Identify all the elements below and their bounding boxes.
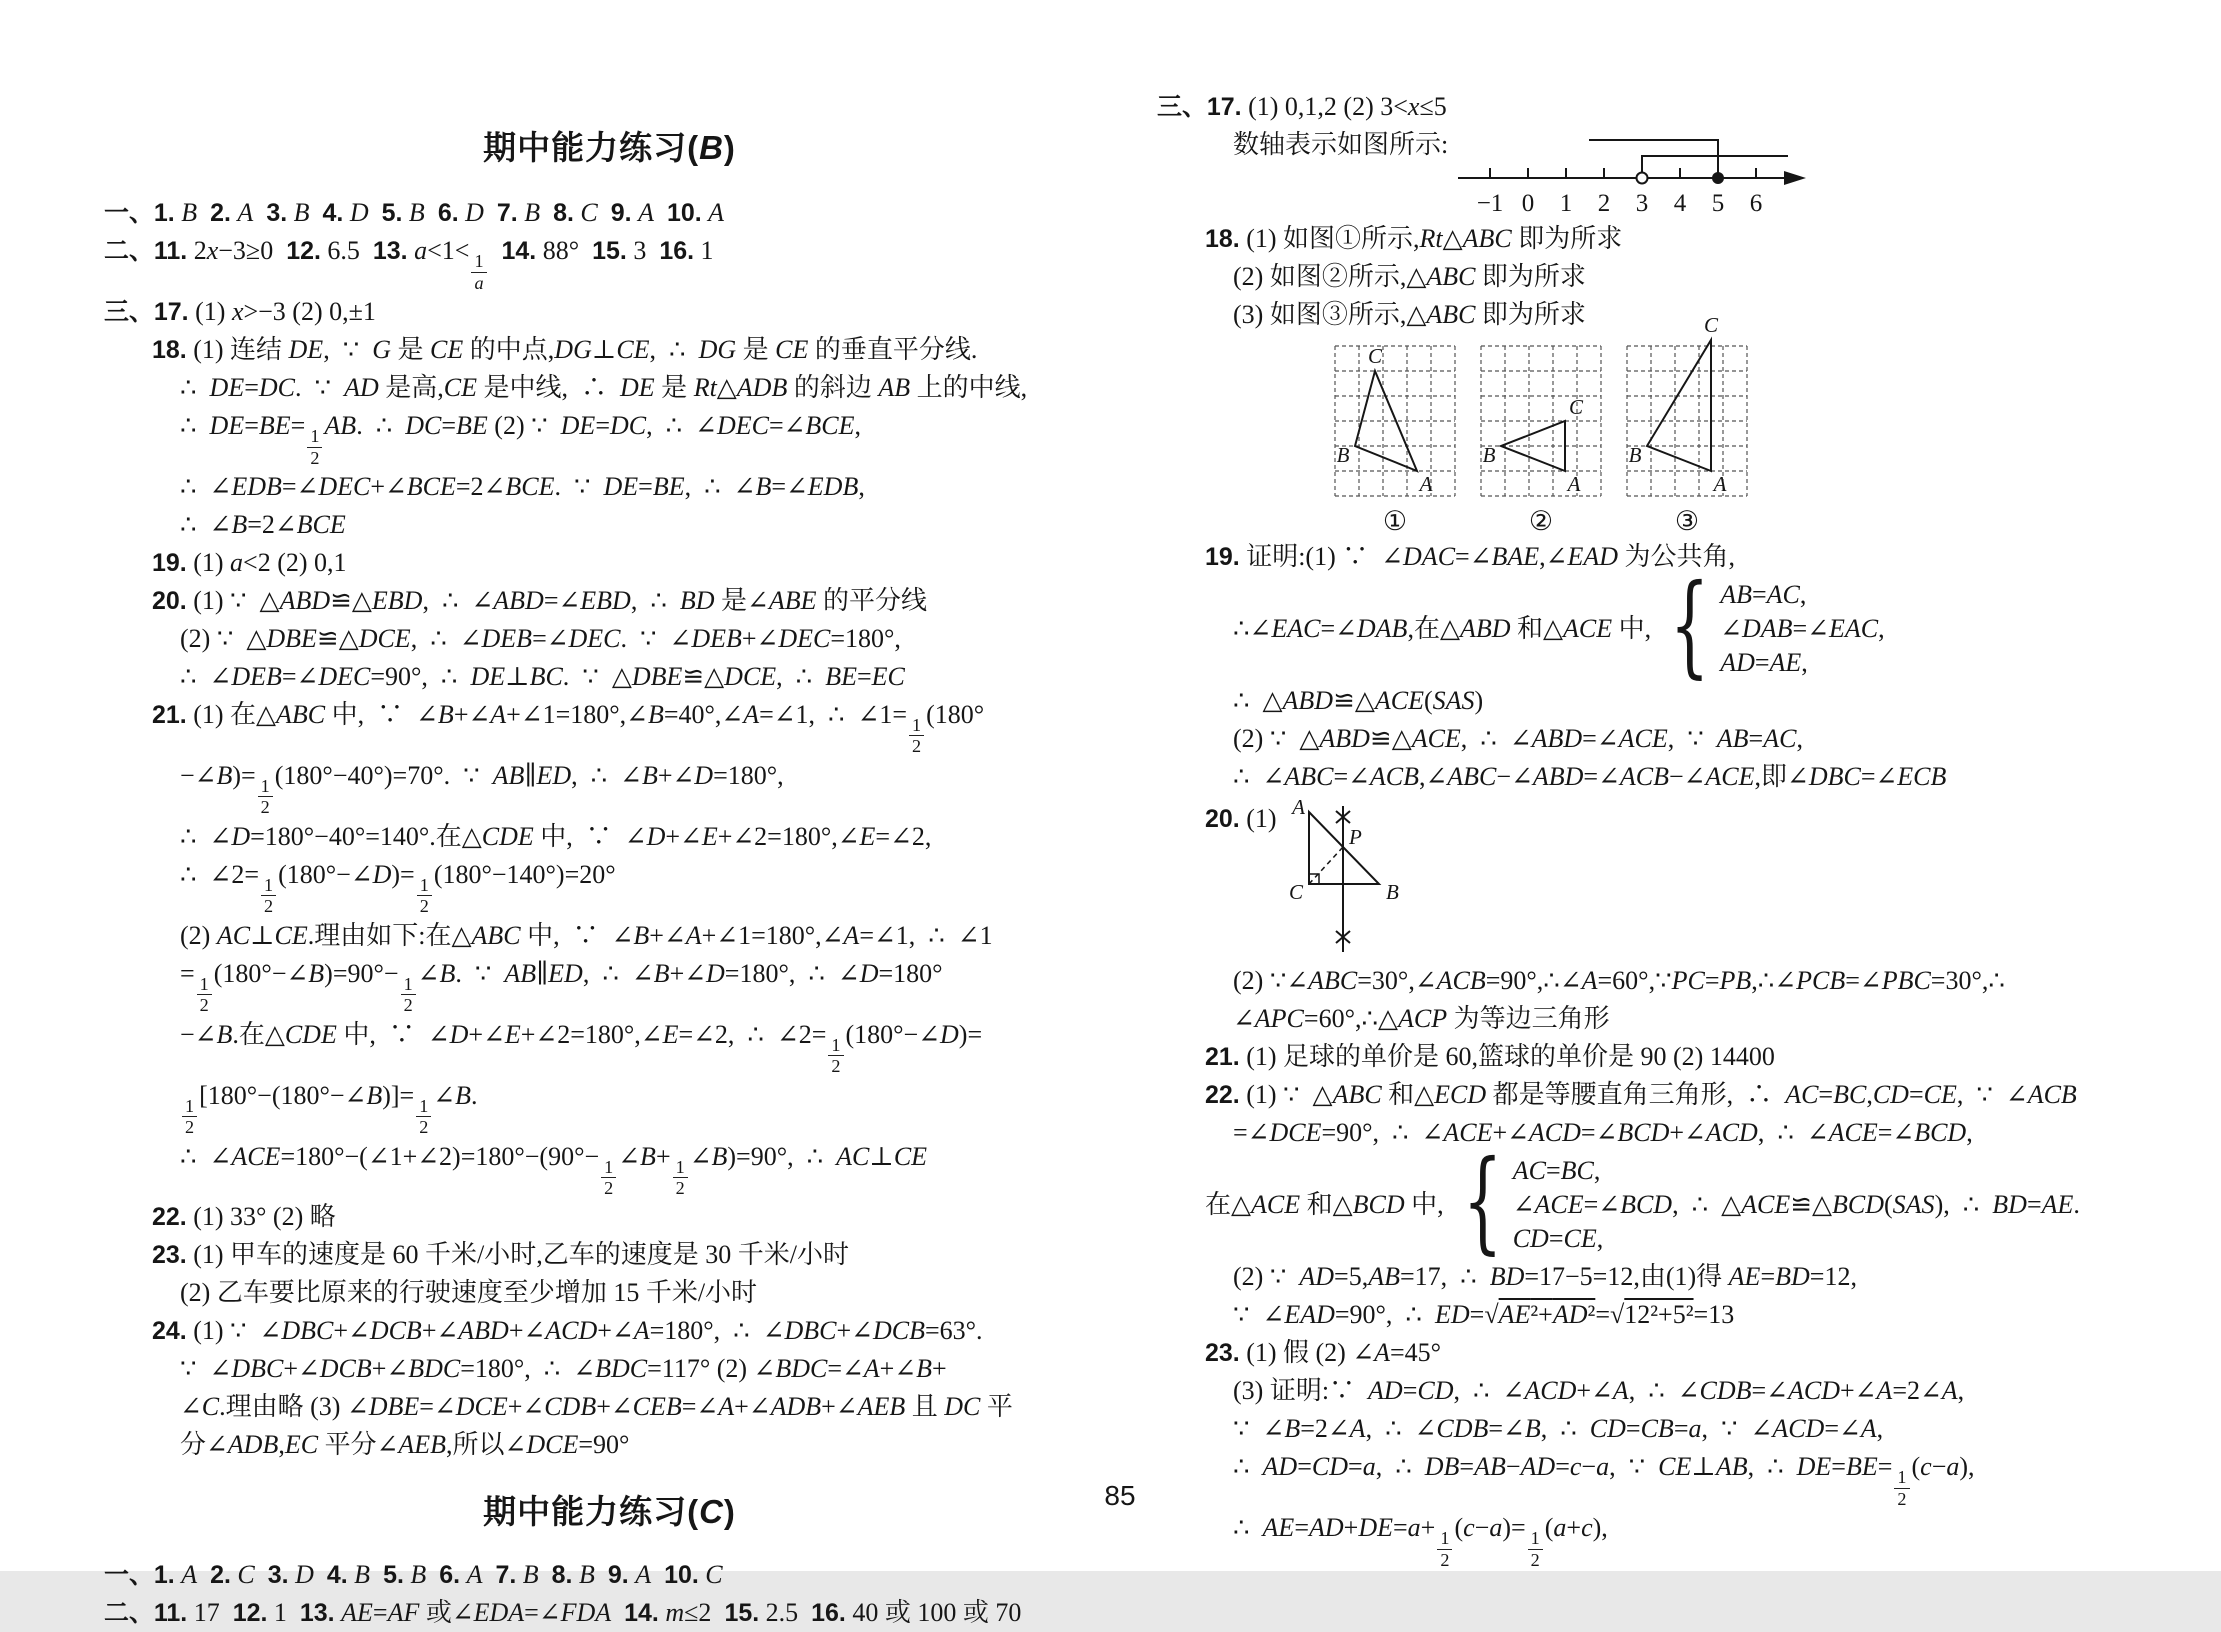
answer-line: ∴ ∠ACE=180°−(∠1+∠2)=180°−(90°− $\frac{1}{2}$ ∠B+ $\frac{1}{2}$ ∠B)=90°, ∴ AC⊥CE <box>180 1141 928 1199</box>
vertex-label-a: A <box>1567 472 1581 496</box>
item-20-head: 20. (1) <box>1205 804 1277 833</box>
answer-line: 24. (1) ∵ ∠DBC+∠DCB+∠ABD+∠ACD+∠A=180°, ∴ ∠DBC+∠DCB=63°. <box>152 1316 983 1346</box>
answer-line: (2) 乙车要比原来的行驶速度至少增加 15 千米/小时 <box>180 1278 758 1308</box>
grid-figure-1 <box>1335 346 1455 536</box>
vertex-label-a: A <box>1713 472 1727 496</box>
figure-label: ① <box>1382 506 1408 536</box>
answer-line: 三、17. (1) 0,1,2 (2) 3<x≤5 <box>1157 92 1447 121</box>
equation: AB=AC, <box>1720 580 1807 609</box>
answer-line: 18. (1) 如图①所示,Rt△ABC 即为所求 <box>1205 224 1623 253</box>
equation: AC=BC, <box>1512 1156 1601 1185</box>
answer-line: 23. (1) 假 (2) ∠A=45° <box>1205 1338 1442 1367</box>
closed-endpoint-5 <box>1712 172 1724 184</box>
exercise-c-title: 期中能力练习(C) <box>483 1493 736 1531</box>
answer-line: 一、1. B 2. A 3. B 4. D 5. B 6. D 7. B 8. C 9. A 10. A <box>104 198 725 227</box>
answer-line: ∠APC=60°,∴△ACP 为等边三角形 <box>1233 1004 1610 1033</box>
answer-line: (2) ∵ AD=5,AB=17, ∴ BD=17−5=12,由(1)得 AE=BD=12, <box>1233 1262 1857 1291</box>
answer-line: 20. (1) ∵ △ABD≌△EBD, ∴ ∠ABD=∠EBD, ∴ BD 是∠ABE 的平分线 <box>152 585 927 615</box>
answer-line: ∴ ∠ABC=∠ACB,∠ABC−∠ABD=∠ACB−∠ACE,即∠DBC=∠ECB <box>1233 762 1947 791</box>
answer-line: ∵ ∠DBC+∠DCB+∠BDC=180°, ∴ ∠BDC=117° (2) ∠BDC=∠A+∠B+ <box>180 1354 947 1384</box>
answer-line: 23. (1) 甲车的速度是 60 千米/小时,乙车的速度是 30 千米/小时 <box>152 1240 849 1270</box>
answer-line: 二、11. 17 12. 1 13. AE=AF 或∠EDA=∠FDA 14. m≤2 15. 2.5 16. 40 或 100 或 70 <box>104 1598 1022 1628</box>
answer-line: −∠B.在△CDE 中, ∵ ∠D+∠E+∠2=180°,∠E=∠2, ∴ ∠2= $\frac{1}{2}$ (180°−∠D)= <box>180 1019 983 1077</box>
answer-line: 22. (1) ∵ △ABC 和△ECD 都是等腰直角三角形, ∴ AC=BC,CD=CE, ∵ ∠ACB <box>1205 1080 2077 1109</box>
answer-line: ∴ △ABD≌△ACE(SAS) <box>1233 686 1484 715</box>
answer-line: 22. (1) 33° (2) 略 <box>152 1202 336 1232</box>
left-column <box>102 126 1117 1632</box>
answer-line: =∠DCE=90°, ∴ ∠ACE+∠ACD=∠BCD+∠ACD, ∴ ∠ACE=∠BCD, <box>1233 1118 1973 1147</box>
grid-figure-3 <box>1627 313 1747 536</box>
figure-label: ③ <box>1674 506 1700 536</box>
answer-line: ∴ ∠DEB=∠DEC=90°, ∴ DE⊥BC. ∵ △DBE≌△DCE, ∴ BE=EC <box>180 661 905 691</box>
item-20-row <box>1155 795 2185 960</box>
axis-arrow-icon <box>1784 171 1806 185</box>
proof-system-22: 在△ACE 和△BCD 中, { AC=BC, ∠ACE=∠BCD, CD=CE, ∴ △ACE≌△BCD(SAS), ∴ BD=AE. <box>1205 1136 2080 1266</box>
tick-label: 5 <box>1711 190 1725 217</box>
answer-line: (2) 如图②所示,△ABC 即为所求 <box>1233 262 1586 291</box>
grid-figure-2 <box>1481 346 1601 536</box>
figure-label: ② <box>1528 506 1554 536</box>
vertex-label-c: C <box>1569 395 1584 419</box>
vertex-label-c: C <box>1288 880 1303 904</box>
tick-label: 3 <box>1635 190 1649 217</box>
tick-label: 0 <box>1521 190 1535 217</box>
answer-line: (3) 证明:∵ AD=CD, ∴ ∠ACD+∠A, ∴ ∠CDB=∠ACD+∠A=2∠A, <box>1233 1376 1965 1405</box>
answer-line: ∴ DE=BE= $\frac{1}{2}$ AB. ∴ DC=BE (2) ∵ DE=DC, ∴ ∠DEC=∠BCE, <box>180 410 862 468</box>
answer-line: 三、17. (1) x>−3 (2) 0,±1 <box>104 296 376 326</box>
equation: ∠DAB=∠EAC, <box>1720 614 1885 643</box>
answer-line: ∴ ∠2= $\frac{1}{2}$ (180°−∠D)= $\frac{1}{2}$ (180°−140°)=20° <box>180 859 616 917</box>
ray-x-gt-3 <box>1642 156 1788 175</box>
answer-line: 19. (1) a<2 (2) 0,1 <box>152 547 347 577</box>
answer-line: ∴ AE=AD+DE=a+ $\frac{1}{2}$ (c−a)= $\frac{1}{2}$ (a+c), <box>1233 1512 1608 1570</box>
answer-line: ∵ ∠EAD=90°, ∴ ED=√AE²+AD²=√12²+5²=13 <box>1233 1300 1735 1329</box>
answer-line: 18. (1) 连结 DE, ∵ G 是 CE 的中点,DG⊥CE, ∴ DG 是 CE 的垂直平分线. <box>152 334 978 364</box>
answer-line: 21. (1) 在△ABC 中, ∵ ∠B+∠A+∠1=180°,∠B=40°,∠A=∠1, ∴ ∠1= $\frac{1}{2}$ (180° <box>152 699 985 757</box>
brace-before-text: ∴∠EAC=∠DAB,在△ABD 和△ACE 中, <box>1233 614 1652 643</box>
vertex-label-b: B <box>1482 443 1496 467</box>
tick-label: 4 <box>1673 190 1687 217</box>
brace-after-text: ∴ △ACE≌△BCD(SAS), ∴ BD=AE. <box>1678 1190 2080 1219</box>
answer-line: 二、11. 2x−3≥0 12. 6.5 13. a<1< $\frac{1}{a}$ 14. 88° 15. 3 16. 1 <box>104 236 714 293</box>
proof-system-19: ∴∠EAC=∠DAB,在△ABD 和△ACE 中, { AB=AC, ∠DAB=∠EAC, AD=AE, <box>1233 560 1885 690</box>
vertex-label-b: B <box>1385 880 1399 904</box>
tick-label: 1 <box>1559 190 1573 217</box>
system-equations <box>1720 578 1884 680</box>
answer-line: 数轴表示如图所示: <box>1233 130 1449 159</box>
ray-x-le-5 <box>1589 140 1718 175</box>
answer-line: (2) AC⊥CE.理由如下:在△ABC 中, ∵ ∠B+∠A+∠1=180°,∠A=∠1, ∴ ∠1 <box>180 920 993 950</box>
segment-cp <box>1309 847 1343 884</box>
tick-label: 6 <box>1749 190 1763 217</box>
answer-line: (2) ∵ △DBE≌△DCE, ∴ ∠DEB=∠DEC. ∵ ∠DEB+∠DEC=180°, <box>180 623 901 653</box>
equation: ∠ACE=∠BCD, <box>1512 1190 1679 1219</box>
vertex-label-a: A <box>1419 472 1433 496</box>
answer-line: ∴ ∠D=180°−40°=140°.在△CDE 中, ∵ ∠D+∠E+∠2=180°,∠E=∠2, <box>180 821 932 851</box>
brace-before-text: 在△ACE 和△BCD 中, <box>1205 1190 1444 1219</box>
answer-line: (2) ∵ △ABD≌△ACE, ∴ ∠ABD=∠ACE, ∵ AB=AC, <box>1233 724 1803 753</box>
vertex-label-c: C <box>1703 313 1719 337</box>
answer-line: ∴ DE=DC. ∵ AD 是高,CE 是中线, ∴ DE 是 Rt△ADB 的斜边 AB 上的中线, <box>180 372 1028 402</box>
equation: AD=AE, <box>1720 648 1808 677</box>
answer-line: (2) ∵∠ABC=30°,∠ACB=90°,∴∠A=60°,∵PC=PB,∴∠PCB=∠PBC=30°,∴ <box>1233 966 2005 995</box>
answer-line: = $\frac{1}{2}$ (180°−∠B)=90°− $\frac{1}{2}$ ∠B. ∵ AB∥ED, ∴ ∠B+∠D=180°, ∴ ∠D=180° <box>180 958 943 1016</box>
answer-line: ∴ ∠EDB=∠DEC+∠BCE=2∠BCE. ∵ DE=BE, ∴ ∠B=∠EDB, <box>180 471 865 501</box>
answer-line: ∠C.理由略 (3) ∠DBE=∠DCE+∠CDB+∠CEB=∠A+∠ADB+∠AEB 且 DC 平 <box>180 1392 1013 1422</box>
vertex-label-p: P <box>1348 825 1362 849</box>
vertex-label-a: A <box>1291 795 1305 819</box>
vertex-label-b: B <box>1628 443 1642 467</box>
vertex-label-c: C <box>1367 344 1383 368</box>
construction-figure <box>1288 795 1473 960</box>
exercise-b-title: 期中能力练习(B) <box>483 129 736 166</box>
answer-line: −∠B)= $\frac{1}{2}$ (180°−40°)=70°. ∵ AB∥ED, ∴ ∠B+∠D=180°, <box>180 760 784 818</box>
answer-line: ∵ ∠B=2∠A, ∴ ∠CDB=∠B, ∴ CD=CB=a, ∵ ∠ACD=∠A, <box>1233 1414 1884 1443</box>
tick-label: −1 <box>1476 190 1504 217</box>
page-number: 85 <box>1104 1480 1136 1511</box>
equation: CD=CE, <box>1512 1224 1604 1253</box>
answer-line: (3) 如图③所示,△ABC 即为所求 <box>1233 300 1586 329</box>
numberline-figure <box>1450 118 2050 228</box>
answer-line: $\frac{1}{2}$ [180°−(180°−∠B)]= $\frac{1}{2}$ ∠B. <box>102 1077 1117 1138</box>
right-column <box>1155 88 2185 1570</box>
answer-line: 21. (1) 足球的单价是 60,篮球的单价是 90 (2) 14400 <box>1205 1042 1775 1071</box>
answer-line: 19. 证明:(1) ∵ ∠DAC=∠BAE,∠EAD 为公共角, <box>1205 542 1735 571</box>
open-endpoint-3 <box>1637 173 1648 184</box>
answer-line: ∴ AD=CD=a, ∴ DB=AB−AD=c−a, ∵ CE⊥AB, ∴ DE=BE= $\frac{1}{2}$ (c−a), <box>1233 1452 1975 1509</box>
answer-line: 一、1. A 2. C 3. D 4. B 5. B 6. A 7. B 8. B 9. A 10. C <box>104 1560 723 1590</box>
vertex-label-b: B <box>1336 443 1350 467</box>
system-equations <box>1513 1154 1679 1256</box>
answer-line: 分∠ADB,EC 平分∠AEB,所以∠DCE=90° <box>180 1430 630 1460</box>
answer-line: ∴ ∠B=2∠BCE <box>180 509 346 539</box>
tick-label: 2 <box>1597 190 1611 217</box>
